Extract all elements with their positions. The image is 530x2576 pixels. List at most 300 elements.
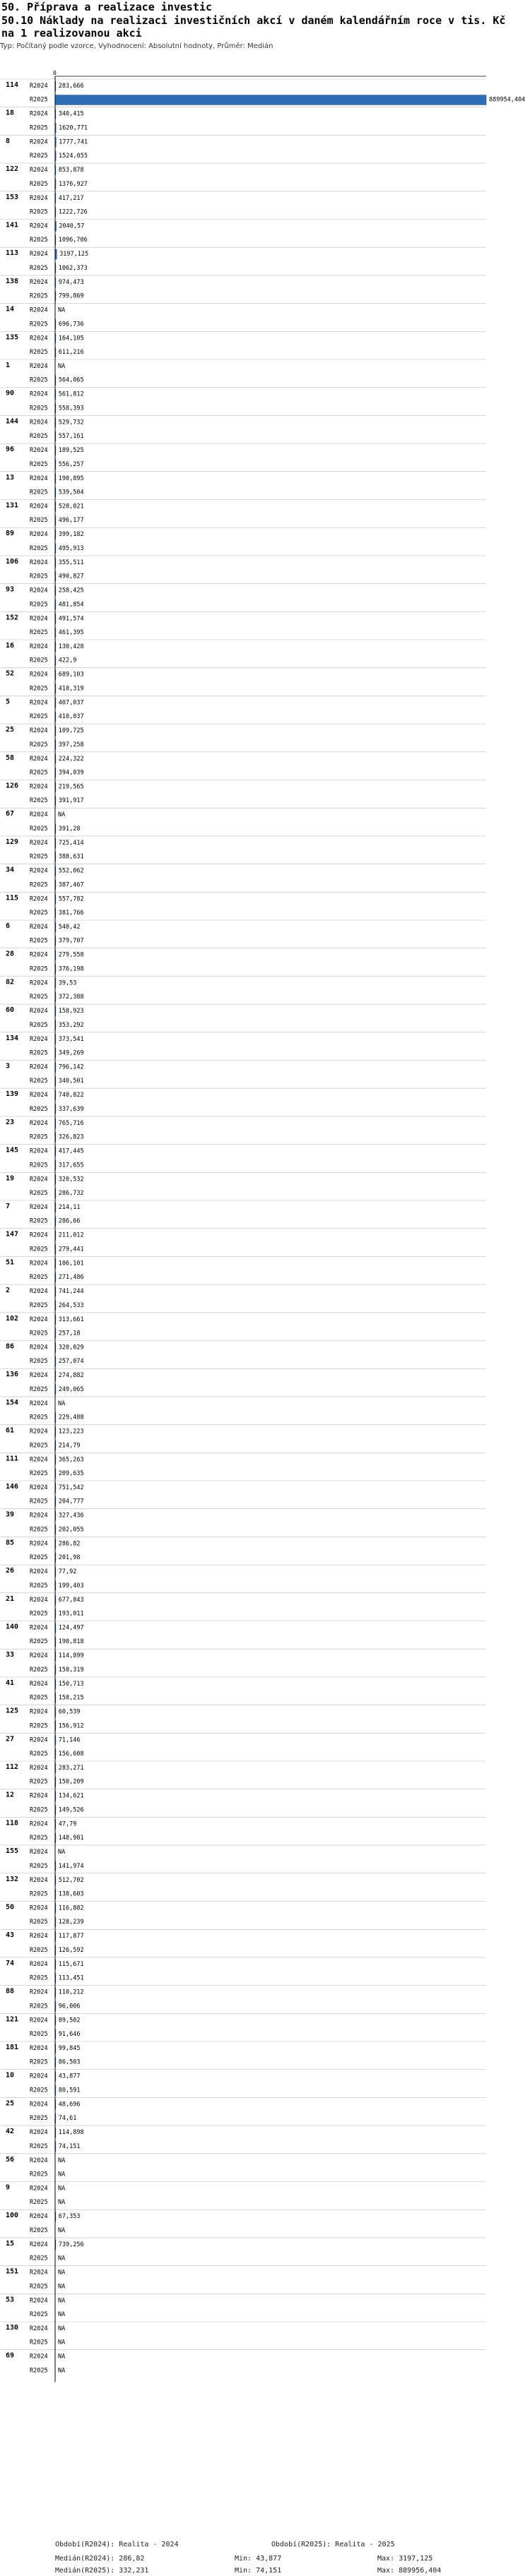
series-label-2025: R2025: [30, 1162, 48, 1169]
series-label-2024: R2024: [30, 419, 48, 427]
series-label-2025: R2025: [30, 1470, 48, 1477]
group-id-label: 21: [6, 1594, 15, 1603]
series-label-2025: R2025: [30, 349, 48, 356]
value-label-2025: 128,239: [58, 1919, 84, 1926]
value-label-2024: 739,256: [58, 2241, 84, 2248]
series-label-2024: R2024: [30, 1904, 48, 1912]
value-label-2024: 114,898: [58, 2129, 84, 2137]
series-label-2025: R2025: [30, 292, 48, 300]
value-label-2025: 379,707: [58, 937, 84, 945]
value-label-2024: 258,425: [58, 587, 84, 595]
value-label-2024: NA: [58, 1849, 66, 1856]
group-id-label: 89: [6, 530, 15, 538]
series-label-2025: R2025: [30, 2087, 48, 2094]
value-label-2025: 257,074: [58, 1358, 84, 1366]
value-label-2024: NA: [58, 2353, 66, 2361]
group-id-label: 145: [6, 1146, 19, 1155]
value-label-2024: 491,574: [58, 615, 84, 623]
series-label-2025: R2025: [30, 1078, 48, 1085]
value-label-2024: 158,923: [58, 1008, 84, 1015]
chart-subtitle: 50.10 Náklady na realizaci investičních akcí v daném kalendářním roce v tis. Kč na 1 realizovanou akci: [1, 14, 506, 40]
series-label-2025: R2025: [30, 657, 48, 664]
value-label-2025: 158,319: [58, 1666, 84, 1674]
value-label-2025: 372,388: [58, 994, 84, 1001]
series-label-2024: R2024: [30, 1820, 48, 1828]
series-label-2025: R2025: [30, 1246, 48, 1253]
group-id-label: 155: [6, 1847, 19, 1856]
value-label-2025: 257,18: [58, 1330, 81, 1337]
series-label-2024: R2024: [30, 867, 48, 875]
value-label-2025: 156,608: [58, 1751, 84, 1758]
series-label-2025: R2025: [30, 881, 48, 889]
value-label-2025: 391,28: [58, 825, 81, 833]
value-label-2024: 274,882: [58, 1372, 84, 1380]
series-label-2025: R2025: [30, 2367, 48, 2375]
group-id-label: 86: [6, 1342, 15, 1351]
value-label-2025: 889954,404: [489, 96, 526, 104]
series-label-2025: R2025: [30, 1526, 48, 1534]
group-id-label: 15: [6, 2239, 15, 2248]
series-label-2024: R2024: [30, 1232, 48, 1239]
series-label-2024: R2024: [30, 2017, 48, 2025]
series-label-2025: R2025: [30, 1049, 48, 1057]
value-label-2025: 495,913: [58, 544, 84, 552]
series-label-2024: R2024: [30, 251, 48, 258]
value-label-2024: 399,182: [58, 531, 84, 539]
group-id-label: 93: [6, 585, 15, 594]
series-label-2024: R2024: [30, 475, 48, 482]
value-label-2025: 126,592: [58, 1946, 84, 1954]
group-id-label: 10: [6, 2071, 15, 2080]
series-label-2025: R2025: [30, 769, 48, 777]
group-id-label: 18: [6, 109, 15, 117]
series-label-2025: R2025: [30, 685, 48, 693]
group-id-label: 26: [6, 1567, 15, 1575]
group-id-label: 141: [6, 221, 19, 229]
group-id-label: 106: [6, 557, 19, 566]
group-id-label: 90: [6, 389, 15, 398]
group-id-label: 52: [6, 669, 15, 678]
group-id-label: 134: [6, 1034, 19, 1042]
group-id-label: 6: [6, 922, 11, 930]
series-label-2025: R2025: [30, 1835, 48, 1842]
series-label-2024: R2024: [30, 811, 48, 819]
value-label-2025: 496,177: [58, 517, 84, 525]
group-id-label: 115: [6, 894, 19, 902]
series-label-2024: R2024: [30, 727, 48, 735]
value-label-2025: 199,403: [58, 1582, 84, 1590]
max-2025: Max: 889956,404: [377, 2567, 442, 2575]
group-id-label: 118: [6, 1819, 19, 1827]
group-id-label: 112: [6, 1763, 19, 1771]
series-label-2024: R2024: [30, 2213, 48, 2221]
series-label-2025: R2025: [30, 2311, 48, 2318]
value-label-2024: 283,271: [58, 1765, 84, 1772]
value-label-2025: 150,209: [58, 1778, 84, 1786]
group-id-label: 96: [6, 446, 15, 454]
series-label-2025: R2025: [30, 1385, 48, 1393]
value-label-2025: 80,591: [58, 2087, 81, 2094]
group-id-label: 2: [6, 1287, 11, 1295]
value-label-2024: NA: [58, 2185, 66, 2193]
value-label-2024: 751,542: [58, 1484, 84, 1491]
series-label-2024: R2024: [30, 83, 48, 90]
value-label-2025: 557,161: [58, 433, 84, 441]
series-label-2024: R2024: [30, 222, 48, 230]
series-label-2025: R2025: [30, 264, 48, 272]
value-label-2025: 141,974: [58, 1862, 84, 1870]
value-label-2025: 138,603: [58, 1890, 84, 1898]
series-label-2024: R2024: [30, 1765, 48, 1772]
series-label-2025: R2025: [30, 1414, 48, 1421]
value-label-2024: 853,878: [58, 167, 84, 174]
value-label-2025: 1096,706: [58, 237, 88, 244]
group-id-label: 132: [6, 1875, 19, 1883]
value-label-2024: 109,725: [58, 727, 84, 735]
series-label-2024: R2024: [30, 503, 48, 511]
group-id-label: 146: [6, 1483, 19, 1491]
series-label-2025: R2025: [30, 433, 48, 441]
value-label-2025: 696,736: [58, 321, 84, 328]
value-label-2024: 164,105: [58, 335, 84, 342]
value-label-2025: 271,486: [58, 1274, 84, 1282]
value-label-2024: 552,062: [58, 867, 84, 875]
series-label-2025: R2025: [30, 1105, 48, 1113]
value-label-2025: 190,818: [58, 1638, 84, 1646]
group-id-label: 41: [6, 1678, 15, 1687]
series-label-2024: R2024: [30, 2325, 48, 2332]
value-label-2025: 353,292: [58, 1021, 84, 1029]
series-label-2025: R2025: [30, 1330, 48, 1337]
group-id-label: 3: [6, 1062, 11, 1071]
value-label-2025: 158,215: [58, 1694, 84, 1702]
series-label-2024: R2024: [30, 1035, 48, 1043]
series-label-2025: R2025: [30, 489, 48, 496]
min-2024: Min: 43,877: [235, 2555, 282, 2563]
series-label-2024: R2024: [30, 783, 48, 791]
series-label-2024: R2024: [30, 1092, 48, 1099]
series-label-2025: R2025: [30, 208, 48, 216]
series-label-2024: R2024: [30, 531, 48, 539]
value-label-2024: 320,532: [58, 1176, 84, 1183]
max-2024: Max: 3197,125: [377, 2555, 433, 2563]
series-label-2025: R2025: [30, 2003, 48, 2010]
series-label-2025: R2025: [30, 2283, 48, 2291]
group-id-label: 82: [6, 978, 15, 986]
value-label-2024: 190,895: [58, 475, 84, 482]
series-label-2024: R2024: [30, 2185, 48, 2193]
series-label-2024: R2024: [30, 979, 48, 987]
bar-2025: [55, 95, 486, 105]
value-label-2024: NA: [58, 2269, 66, 2277]
group-id-label: 25: [6, 726, 15, 734]
group-id-label: 129: [6, 837, 19, 846]
value-label-2025: 74,61: [58, 2115, 77, 2123]
group-id-label: 34: [6, 866, 15, 874]
series-label-2025: R2025: [30, 1862, 48, 1870]
value-label-2025: NA: [58, 2199, 66, 2207]
value-label-2025: 74,151: [58, 2142, 81, 2150]
value-label-2024: 365,263: [58, 1456, 84, 1464]
series-label-2025: R2025: [30, 153, 48, 160]
series-label-2024: R2024: [30, 1008, 48, 1015]
series-label-2024: R2024: [30, 1063, 48, 1071]
series-label-2025: R2025: [30, 2031, 48, 2038]
series-label-2024: R2024: [30, 2101, 48, 2109]
value-label-2025: 156,912: [58, 1722, 84, 1730]
value-label-2024: 2040,57: [59, 222, 85, 230]
series-label-2024: R2024: [30, 2353, 48, 2361]
value-label-2024: 67,353: [58, 2213, 81, 2221]
series-label-2024: R2024: [30, 1568, 48, 1576]
series-label-2025: R2025: [30, 1021, 48, 1029]
value-label-2025: 202,055: [58, 1526, 84, 1534]
group-id-label: 125: [6, 1707, 19, 1715]
value-label-2025: 279,441: [58, 1246, 84, 1253]
series-label-2024: R2024: [30, 194, 48, 202]
value-label-2025: 209,635: [58, 1470, 84, 1477]
group-id-label: 60: [6, 1006, 15, 1015]
series-label-2025: R2025: [30, 237, 48, 244]
value-label-2025: 564,065: [58, 376, 84, 384]
series-label-2025: R2025: [30, 1778, 48, 1786]
series-label-2024: R2024: [30, 390, 48, 398]
series-label-2025: R2025: [30, 825, 48, 833]
value-label-2024: 219,565: [58, 783, 84, 791]
series-label-2024: R2024: [30, 1849, 48, 1856]
value-label-2024: 279,558: [58, 951, 84, 959]
value-label-2025: 317,655: [58, 1162, 84, 1169]
series-label-2024: R2024: [30, 895, 48, 903]
group-id-label: 9: [6, 2183, 11, 2192]
value-label-2025: 149,526: [58, 1806, 84, 1814]
series-label-2024: R2024: [30, 1372, 48, 1380]
series-label-2024: R2024: [30, 1792, 48, 1800]
series-label-2024: R2024: [30, 167, 48, 174]
value-label-2024: NA: [58, 2297, 66, 2305]
value-label-2024: 71,146: [58, 1736, 81, 1744]
series-label-2025: R2025: [30, 124, 48, 132]
group-id-label: 140: [6, 1623, 19, 1631]
value-label-2025: 340,501: [58, 1078, 84, 1085]
value-label-2024: 528,021: [58, 503, 84, 511]
value-label-2025: 539,504: [58, 489, 84, 496]
series-label-2024: R2024: [30, 1876, 48, 1884]
series-label-2025: R2025: [30, 853, 48, 861]
value-label-2024: NA: [58, 2325, 66, 2332]
series-label-2025: R2025: [30, 1358, 48, 1366]
series-label-2025: R2025: [30, 965, 48, 973]
legend-period-2025: Období(R2025): Realita - 2025: [271, 2541, 395, 2548]
value-label-2024: 561,812: [58, 390, 84, 398]
min-2025: Min: 74,151: [235, 2567, 282, 2575]
series-label-2024: R2024: [30, 1960, 48, 1968]
series-label-2025: R2025: [30, 2199, 48, 2207]
group-id-label: 153: [6, 193, 19, 201]
value-label-2025: 201,98: [58, 1554, 81, 1562]
value-label-2024: 677,843: [58, 1596, 84, 1604]
series-label-2024: R2024: [30, 1260, 48, 1268]
value-label-2024: 130,428: [58, 643, 84, 650]
series-label-2025: R2025: [30, 994, 48, 1001]
group-id-label: 121: [6, 2015, 19, 2024]
value-label-2024: 124,497: [58, 1624, 84, 1632]
series-label-2024: R2024: [30, 1736, 48, 1744]
value-label-2024: 115,671: [58, 1960, 84, 1968]
series-label-2025: R2025: [30, 573, 48, 580]
value-label-2025: 376,198: [58, 965, 84, 973]
value-label-2025: 387,467: [58, 881, 84, 889]
series-label-2025: R2025: [30, 1666, 48, 1674]
group-id-label: 152: [6, 614, 19, 622]
value-label-2024: 741,244: [58, 1288, 84, 1296]
group-id-label: 102: [6, 1314, 19, 1323]
value-label-2025: NA: [58, 2283, 66, 2291]
value-label-2025: 381,766: [58, 910, 84, 917]
value-label-2025: NA: [58, 2367, 66, 2375]
value-label-2025: 1376,927: [58, 180, 88, 188]
value-label-2025: 249,065: [58, 1385, 84, 1393]
value-label-2025: NA: [58, 2311, 66, 2318]
group-id-label: 53: [6, 2296, 15, 2304]
value-label-2024: 373,541: [58, 1035, 84, 1043]
series-label-2024: R2024: [30, 1652, 48, 1660]
value-label-2024: 110,212: [58, 1988, 84, 1996]
series-label-2024: R2024: [30, 699, 48, 707]
group-id-label: 61: [6, 1426, 15, 1435]
series-label-2024: R2024: [30, 1680, 48, 1688]
group-id-label: 138: [6, 277, 19, 285]
value-label-2025: 556,257: [58, 460, 84, 468]
group-id-label: 16: [6, 642, 15, 650]
value-label-2025: 204,777: [58, 1498, 84, 1505]
group-id-label: 56: [6, 2155, 15, 2164]
value-label-2025: 337,639: [58, 1105, 84, 1113]
group-id-label: 27: [6, 1735, 15, 1743]
chart-meta-info: Typ: Počítaný podle vzorce, Vyhodnocení: Absolutní hodnoty, Průměr: Medián: [0, 42, 273, 50]
value-label-2024: 89,502: [58, 2017, 81, 2025]
value-label-2025: 214,79: [58, 1442, 81, 1450]
series-label-2025: R2025: [30, 1722, 48, 1730]
value-label-2024: 114,899: [58, 1652, 84, 1660]
series-label-2024: R2024: [30, 138, 48, 146]
value-label-2024: 796,142: [58, 1063, 84, 1071]
value-label-2024: 47,79: [58, 1820, 77, 1828]
series-label-2025: R2025: [30, 96, 48, 104]
series-label-2025: R2025: [30, 1610, 48, 1618]
series-label-2025: R2025: [30, 376, 48, 384]
series-label-2024: R2024: [30, 2157, 48, 2164]
value-label-2024: 1777,741: [59, 138, 88, 146]
series-label-2025: R2025: [30, 1217, 48, 1225]
series-label-2024: R2024: [30, 1316, 48, 1323]
series-label-2024: R2024: [30, 1119, 48, 1127]
group-id-label: 8: [6, 137, 11, 145]
value-label-2024: 725,414: [58, 839, 84, 847]
series-label-2024: R2024: [30, 2269, 48, 2277]
series-label-2024: R2024: [30, 1933, 48, 1940]
value-label-2025: NA: [58, 2339, 66, 2347]
series-label-2025: R2025: [30, 1946, 48, 1954]
series-label-2025: R2025: [30, 937, 48, 945]
value-label-2025: 326,823: [58, 1133, 84, 1141]
group-id-label: 181: [6, 2044, 19, 2051]
value-label-2024: 117,877: [58, 1933, 84, 1940]
value-label-2024: 39,53: [58, 979, 77, 987]
value-label-2024: NA: [58, 1400, 66, 1407]
value-label-2025: 113,451: [58, 1974, 84, 1982]
series-label-2025: R2025: [30, 1274, 48, 1282]
value-label-2024: NA: [58, 2157, 66, 2164]
value-label-2024: 214,11: [58, 1204, 81, 1211]
series-label-2024: R2024: [30, 1540, 48, 1548]
value-label-2024: NA: [58, 306, 66, 314]
series-label-2024: R2024: [30, 2073, 48, 2080]
series-label-2025: R2025: [30, 321, 48, 328]
value-label-2025: 96,006: [58, 2003, 81, 2010]
series-label-2024: R2024: [30, 755, 48, 763]
value-label-2024: 48,696: [58, 2101, 81, 2109]
series-label-2024: R2024: [30, 671, 48, 679]
series-label-2024: R2024: [30, 1288, 48, 1296]
group-id-label: 100: [6, 2212, 19, 2220]
page-title: 50. Příprava a realizace investic: [1, 1, 213, 13]
value-label-2024: 99,845: [58, 2045, 81, 2052]
group-id-label: 23: [6, 1118, 15, 1126]
value-label-2024: NA: [58, 811, 66, 819]
series-label-2025: R2025: [30, 1806, 48, 1814]
group-id-label: 43: [6, 1931, 15, 1940]
series-label-2024: R2024: [30, 1204, 48, 1211]
series-label-2024: R2024: [30, 2297, 48, 2305]
value-label-2025: 388,631: [58, 853, 84, 861]
value-label-2024: 283,666: [58, 83, 84, 90]
value-label-2025: 391,917: [58, 797, 84, 805]
value-label-2025: 461,395: [58, 629, 84, 636]
value-label-2024: 417,445: [58, 1147, 84, 1155]
series-label-2024: R2024: [30, 1428, 48, 1436]
series-label-2024: R2024: [30, 2129, 48, 2137]
group-id-label: 130: [6, 2324, 19, 2332]
value-label-2025: 286,732: [58, 1190, 84, 1197]
value-label-2024: 740,822: [58, 1092, 84, 1099]
value-label-2025: NA: [58, 2171, 66, 2178]
value-label-2024: 320,029: [58, 1344, 84, 1352]
series-label-2024: R2024: [30, 1596, 48, 1604]
group-id-label: 151: [6, 2267, 19, 2276]
series-label-2024: R2024: [30, 951, 48, 959]
value-label-2024: 150,713: [58, 1680, 84, 1688]
value-label-2024: 340,415: [58, 110, 84, 118]
value-label-2025: NA: [58, 2226, 66, 2234]
group-id-label: 85: [6, 1539, 15, 1547]
value-label-2024: 286,82: [58, 1540, 81, 1548]
series-label-2024: R2024: [30, 1708, 48, 1716]
value-label-2024: NA: [58, 363, 66, 370]
series-label-2025: R2025: [30, 1694, 48, 1702]
series-label-2024: R2024: [30, 615, 48, 623]
value-label-2024: 224,322: [58, 755, 84, 763]
group-id-label: 58: [6, 753, 15, 762]
value-label-2024: 355,511: [58, 559, 84, 566]
series-label-2024: R2024: [30, 447, 48, 455]
group-id-label: 33: [6, 1651, 15, 1659]
series-label-2025: R2025: [30, 1498, 48, 1505]
value-label-2024: 765,716: [58, 1119, 84, 1127]
value-label-2024: 3197,125: [59, 251, 89, 258]
value-label-2024: 313,661: [58, 1316, 84, 1323]
value-label-2024: 327,436: [58, 1512, 84, 1520]
